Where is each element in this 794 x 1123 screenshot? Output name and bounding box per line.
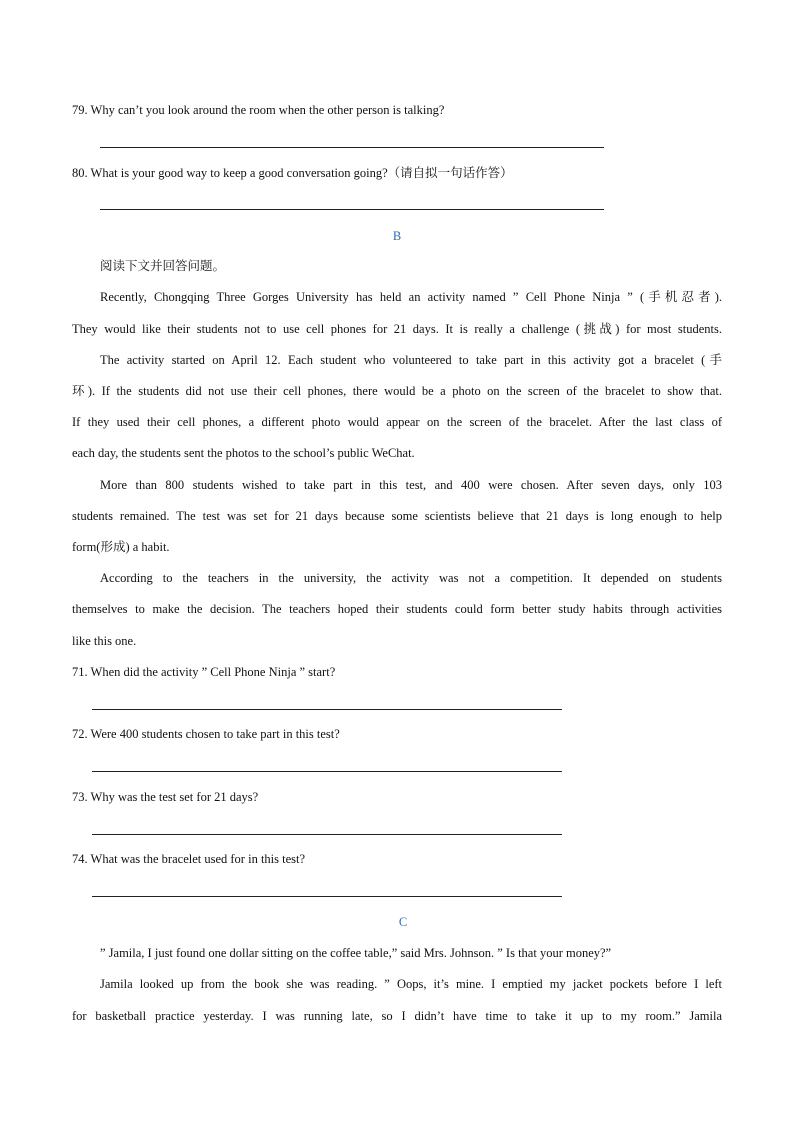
answer-line-73[interactable] <box>92 834 562 835</box>
passage-line: The activity started on April 12. Each student who volunteered to take part in this activity got a bracelet (手 <box>100 353 722 367</box>
passage-line: themselves to make the decision. The teachers hoped their students could form better study habits through activities <box>72 602 722 616</box>
passage-line: like this one. <box>72 634 137 648</box>
answer-line-79[interactable] <box>100 147 604 148</box>
passage-line: students remained. The test was set for 21 days because some scientists believe that 21 days is long enough to help <box>72 509 722 523</box>
question-79: 79. Why can’t you look around the room when the other person is talking? <box>72 103 445 117</box>
passage-line: More than 800 students wished to take part in this test, and 400 were chosen. After seven days, only 103 <box>100 478 722 492</box>
passage-line: for basketball practice yesterday. I was running late, so I didn’t have time to take it up to my room.” Jamila <box>72 1009 722 1023</box>
answer-line-74[interactable] <box>92 896 562 897</box>
passage-line: form(形成) a habit. <box>72 540 170 554</box>
passage-line: Recently, Chongqing Three Gorges University has held an activity named ” Cell Phone Ninja ” (手机忍者). <box>100 290 722 304</box>
passage-line: ” Jamila, I just found one dollar sitting on the coffee table,” said Mrs. Johnson. ” Is that your money?” <box>100 946 612 960</box>
question-71: 71. When did the activity ” Cell Phone Ninja ” start? <box>72 665 336 679</box>
passage-line: If they used their cell phones, a different photo would appear on the screen of the bracelet. After the last class of <box>72 415 722 429</box>
passage-line: They would like their students not to use cell phones for 21 days. It is really a challenge (挑战) for most students. <box>72 322 722 336</box>
instruction: 阅读下文并回答问题。 <box>100 258 226 273</box>
answer-line-72[interactable] <box>92 771 562 772</box>
section-heading-b: B <box>392 229 402 243</box>
passage-line: each day, the students sent the photos to the school’s public WeChat. <box>72 446 415 460</box>
passage-line: 环). If the students did not use their cell phones, there would be a photo on the screen of the bracelet to show that. <box>72 384 722 398</box>
passage-line: According to the teachers in the university, the activity was not a competition. It depended on students <box>100 571 722 585</box>
question-72: 72. Were 400 students chosen to take part in this test? <box>72 727 340 741</box>
question-73: 73. Why was the test set for 21 days? <box>72 790 259 804</box>
answer-line-80[interactable] <box>100 209 604 210</box>
answer-line-71[interactable] <box>92 709 562 710</box>
question-74: 74. What was the bracelet used for in this test? <box>72 852 306 866</box>
question-80: 80. What is your good way to keep a good conversation going?（请自拟一句话作答） <box>72 166 513 180</box>
section-heading-c: C <box>398 915 408 929</box>
passage-line: Jamila looked up from the book she was reading. ” Oops, it’s mine. I emptied my jacket pockets before I left <box>100 977 722 991</box>
